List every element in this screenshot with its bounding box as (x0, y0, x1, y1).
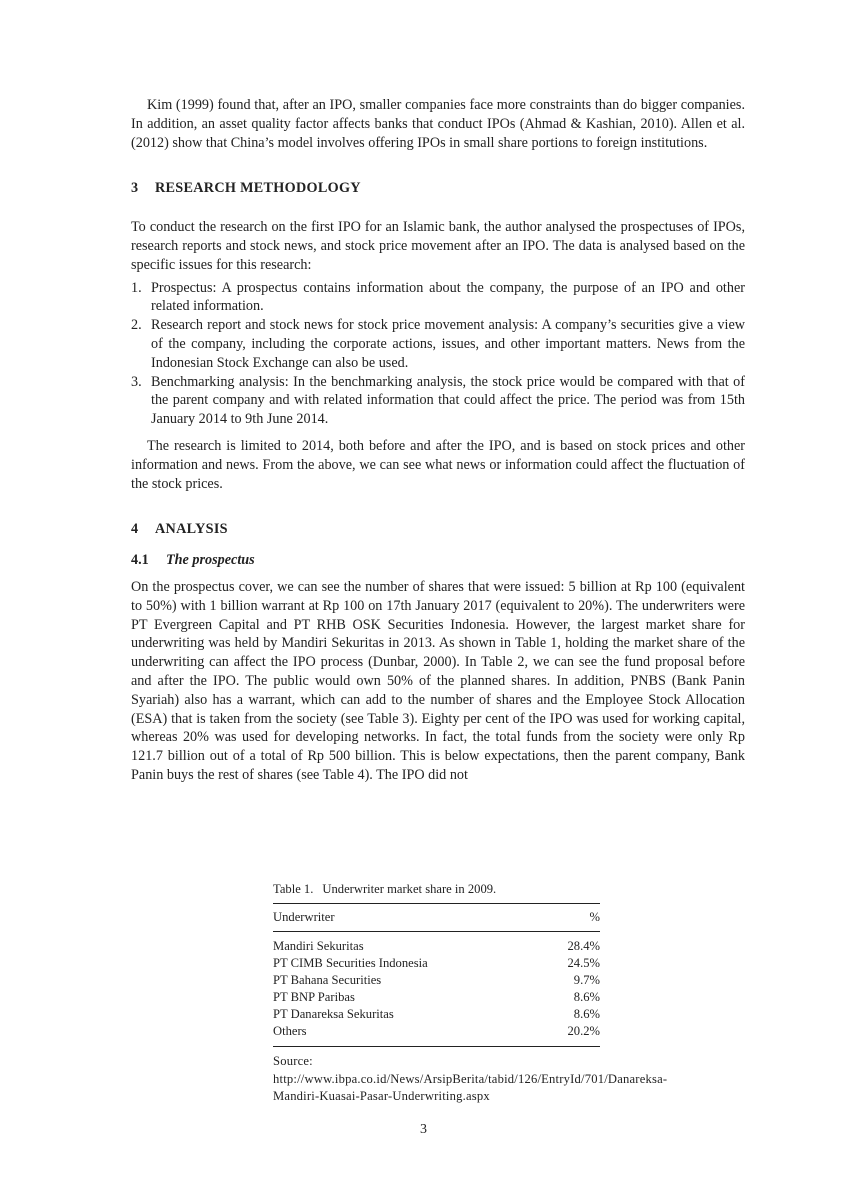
section-4-number: 4 (131, 521, 139, 538)
list-item (131, 373, 745, 429)
section-3-title: RESEARCH METHODOLOGY (155, 180, 361, 197)
page-body (131, 96, 745, 785)
underwriter-name: PT Bahana Securities (273, 973, 382, 987)
market-share-value: 8.6% (573, 1007, 600, 1021)
list-marker: 3. (131, 373, 142, 390)
market-share-value: 20.2% (543, 1023, 600, 1047)
table-1 (273, 881, 668, 1106)
section-3-heading (131, 179, 745, 198)
table-caption-text: Underwriter market share in 2009. (322, 882, 497, 896)
section-4-heading (131, 520, 745, 539)
subsection-number: 4.1 (131, 552, 149, 569)
list-marker: 2. (131, 317, 142, 334)
table-caption (273, 881, 600, 897)
table-row (273, 972, 600, 989)
column-header-underwriter: Underwriter (273, 904, 543, 932)
list-marker: 1. (131, 279, 142, 296)
section-3-paragraph: To conduct the research on the first IPO for an Islamic bank, the author analysed the prospectuses of IPOs, research reports and stock news, and stock price movement after an IPO. The data is analysed based on the specific issues for this research: (131, 219, 745, 273)
list-item (131, 316, 745, 372)
subsection-title: The prospectus (166, 552, 255, 569)
underwriter-table (273, 903, 600, 1047)
underwriter-name: PT Danareksa Sekuritas (273, 1007, 394, 1021)
methodology-list (131, 279, 745, 429)
market-share-value: 28.4% (567, 939, 600, 953)
table-row (273, 932, 600, 956)
market-share-value: 8.6% (573, 990, 600, 1004)
section-3-closing-paragraph: The research is limited to 2014, both before and after the IPO, and is based on stock prices and other information and news. From the above, we can see what news or information could affect the fluctuation of the stock prices. (131, 437, 745, 492)
list-item-text: Research report and stock news for stock price movement analysis: A company’s securities give a view of the company, including the corporate actions, issues, and other important matters. News from the Indonesian Stock Exchange can also be used. (151, 317, 745, 371)
table-label: Table 1. (273, 882, 314, 896)
market-share-value: 24.5% (567, 956, 600, 970)
list-item-text: Benchmarking analysis: In the benchmarking analysis, the stock price would be compared with that of the parent company and with related information that could affect the price. The period was from 15th January 2014 to 9th June 2014. (151, 373, 745, 428)
section-4-title: ANALYSIS (155, 521, 228, 538)
underwriter-name: Others (273, 1023, 543, 1047)
list-item-text: Prospectus: A prospectus contains information about the company, the purpose of an IPO and other related information. (151, 279, 745, 315)
market-share-value: 9.7% (573, 973, 600, 987)
subsection-4-1-paragraph: On the prospectus cover, we can see the number of shares that were issued: 5 billion at Rp 100 (equivalent to 50%) with 1 billion warrant at Rp 100 on 17th January 2017 (equivalent to 20%). The underwriters were PT Evergreen Capital and PT RHB OSK Securities Indonesia. However, the largest market share for underwriting was held by Mandiri Sekuritas in 2013. As shown in Table 1, holding the market share of the underwriting can affect the IPO process (Dunbar, 2000). In Table 2, we can see the fund proposal before and after the IPO. The public would own 50% of the planned shares. In addition, PNBS (Bank Panin Syariah) also has a warrant, which can add to the number of shares and the Employee Stock Allocation (ESA) that is taken from the society (see Table 3). Eighty per cent of the IPO was used for working capital, whereas 20% was used for developing networks. In fact, the total funds from the society were only Rp 121.7 billion out of a total of Rp 500 billion. This is below expectations, then the parent company, Bank Panin buys the rest of shares (see Table 4). The IPO did not (131, 578, 745, 783)
page-number: 3 (420, 1122, 427, 1137)
table-source: Source: http://www.ibpa.co.id/News/ArsipBerita/tabid/126/EntryId/701/Danareksa-Mandiri-Kuasai-Pasar-Underwriting.aspx (273, 1054, 668, 1103)
section-3-number: 3 (131, 180, 139, 197)
underwriter-name: PT BNP Paribas (273, 990, 355, 1004)
column-header-percent: % (543, 904, 600, 932)
underwriter-name: Mandiri Sekuritas (273, 939, 364, 953)
table-header-row (273, 904, 600, 932)
table-row (273, 1023, 600, 1047)
list-item (131, 279, 745, 317)
intro-paragraph: Kim (1999) found that, after an IPO, smaller companies face more constraints than do bigger companies. In addition, an asset quality factor affects banks that conduct IPOs (Ahmad & Kashian, 2010). Allen et al. (2012) show that China’s model involves offering IPOs in small share portions to foreign institutions. (131, 97, 745, 151)
table-row (273, 955, 600, 972)
underwriter-name: PT CIMB Securities Indonesia (273, 956, 428, 970)
subsection-4-1-heading (131, 551, 745, 570)
table-row (273, 989, 600, 1006)
table-row (273, 1006, 600, 1023)
